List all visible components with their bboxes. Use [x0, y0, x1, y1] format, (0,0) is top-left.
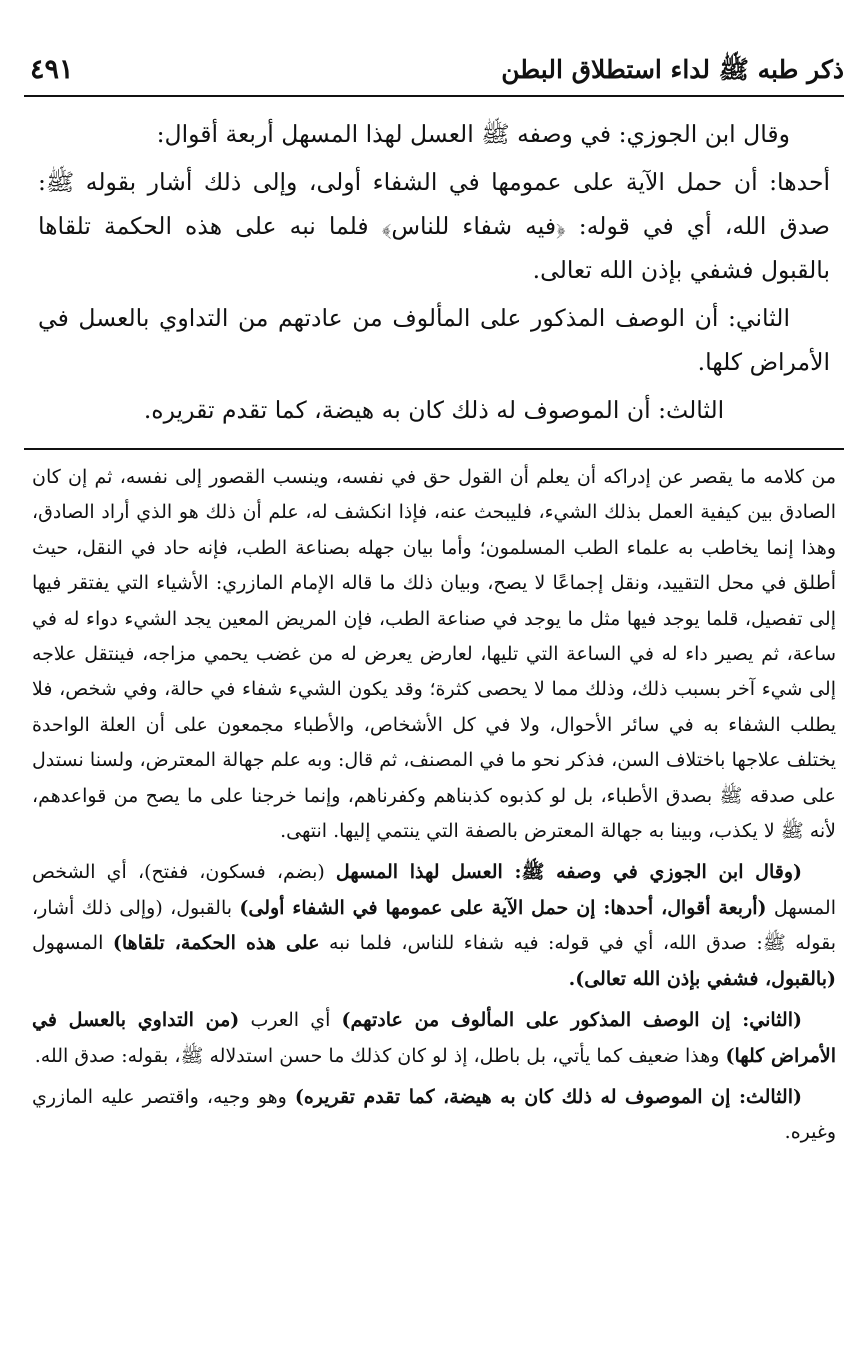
main-paragraph-1: وقال ابن الجوزي: في وصفه ﷺ العسل لهذا المسهل أربعة أقوال: [156, 120, 790, 148]
quoted-matn: (وقال ابن الجوزي في وصفه ﷺ: العسل لهذا المسهل [335, 861, 802, 884]
running-header [24, 50, 844, 94]
main-paragraph-3: الثاني: أن الوصف المذكور على المألوف من عادتهم من التداوي بالعسل في الأمراض كلها. [38, 304, 830, 376]
commentary-text: أي العرب [239, 1009, 342, 1032]
quoted-matn: (الثالث: إن الموصوف له ذلك كان به هيضة، كما تقدم تقريره) [294, 1085, 802, 1108]
commentary-text: بالقبول، (وإلى ذلك أشار، بقوله ﷺ: صدق الله، أي في قوله: فيه شفاء للناس، فلما نبه [32, 896, 836, 955]
main-paragraph-2: أحدها: أن حمل الآية على عمومها في الشفاء أولى، وإلى ذلك أشار بقوله ﷺ: صدق الله، أي في قوله: ﴿فيه شفاء للناس﴾ فلما نبه على هذه الحكمة تلقاها بالقبول فشفي بإذن الله تعالى. [38, 168, 830, 284]
commentary [32, 460, 836, 1151]
quoted-matn: (من التداوي بالعسل في الأمراض كلها) [32, 1009, 836, 1067]
commentary-text: وهو وجيه، واقتصر عليه المازري وغيره. [32, 1085, 836, 1144]
page-number: ٤٩١ [30, 54, 74, 85]
main-paragraph-4: الثالث: أن الموصوف له ذلك كان به هيضة، كما تقدم تقريره. [143, 396, 725, 424]
commentary-paragraph-4 [32, 1080, 836, 1151]
header-rule [24, 95, 844, 97]
commentary-paragraph-2 [32, 855, 836, 997]
quoted-matn: (أربعة أقوال، أحدها: إن حمل الآية على عمومها في الشفاء أولى) [239, 896, 767, 919]
commentary-text: المسهول [32, 932, 113, 955]
running-title: ذكر طبه ﷺ لداء استطلاق البطن [501, 55, 844, 84]
commentary-text: (بضم، فسكون، ففتح)، أي الشخص المسهل [32, 861, 836, 919]
main-text [38, 112, 830, 436]
quoted-matn: (بالقبول، فشفي بإذن الله تعالى). [568, 967, 836, 990]
commentary-paragraph-1: من كلامه ما يقصر عن إدراكه أن يعلم أن القول حق في نفسه، وينسب القصور إلى نفسه، ثم إن كان الصادق بين كيفية العمل بذلك الشيء، فليبحث عنه، فإذا انكشف له، علم أن ذلك هو الذي أراد الصادق، وهذا إنما يخاطب به علماء الطب المسلمون؛ وأما بيان جهله بصناعة الطب، فإنه حاد في النقل، حيث أطلق في محل التقييد، ونقل إجماعًا لا يصح، وبيان ذلك ما قاله الإمام المازري: الأشياء التي يفتقر فيها إلى تفصيل، قلما يوجد فيها مثل ما يوجد في صناعة الطب، فإن المريض المعين يجد الشيء دواء له في ساعة، ثم يصير داء له في الساعة التي تليها، لعارض يعرض له من غضب يحمي مزاجه، فينتقل علاجه إلى شيء آخر بسبب ذلك، وذلك مما لا يحصى كثرة؛ وقد يكون الشيء شفاء في حالة، وفي شخص، فلا يطلب الشفاء به في سائر الأحوال، ولا في كل الأشخاص، والأطباء مجمعون على أن العلة الواحدة يختلف علاجها باختلاف السن، فذكر نحو ما في المصنف، ثم قال: وبه علم جهالة المعترض، ولسنا نستدل على صدقه ﷺ بصدق الأطباء، بل لو كذبوه كذبناهم وكفرناهم، وإنما خرجنا على ما يصح من قواعدهم، لأنه ﷺ لا يكذب، وبينا به جهالة المعترض بالصفة التي ينتمي إليها. انتهى. [32, 466, 836, 843]
commentary-text: وهذا ضعيف كما يأتي، بل باطل، إذ لو كان كذلك ما حسن استدلاله ﷺ، بقوله: صدق الله. [34, 1044, 726, 1067]
quoted-matn: (الثاني: إن الوصف المذكور على المألوف من عادتهم) [341, 1009, 802, 1032]
commentary-paragraph-3 [32, 1003, 836, 1074]
footnote-divider [24, 448, 844, 450]
quoted-matn: على هذه الحكمة، تلقاها) [112, 932, 320, 955]
